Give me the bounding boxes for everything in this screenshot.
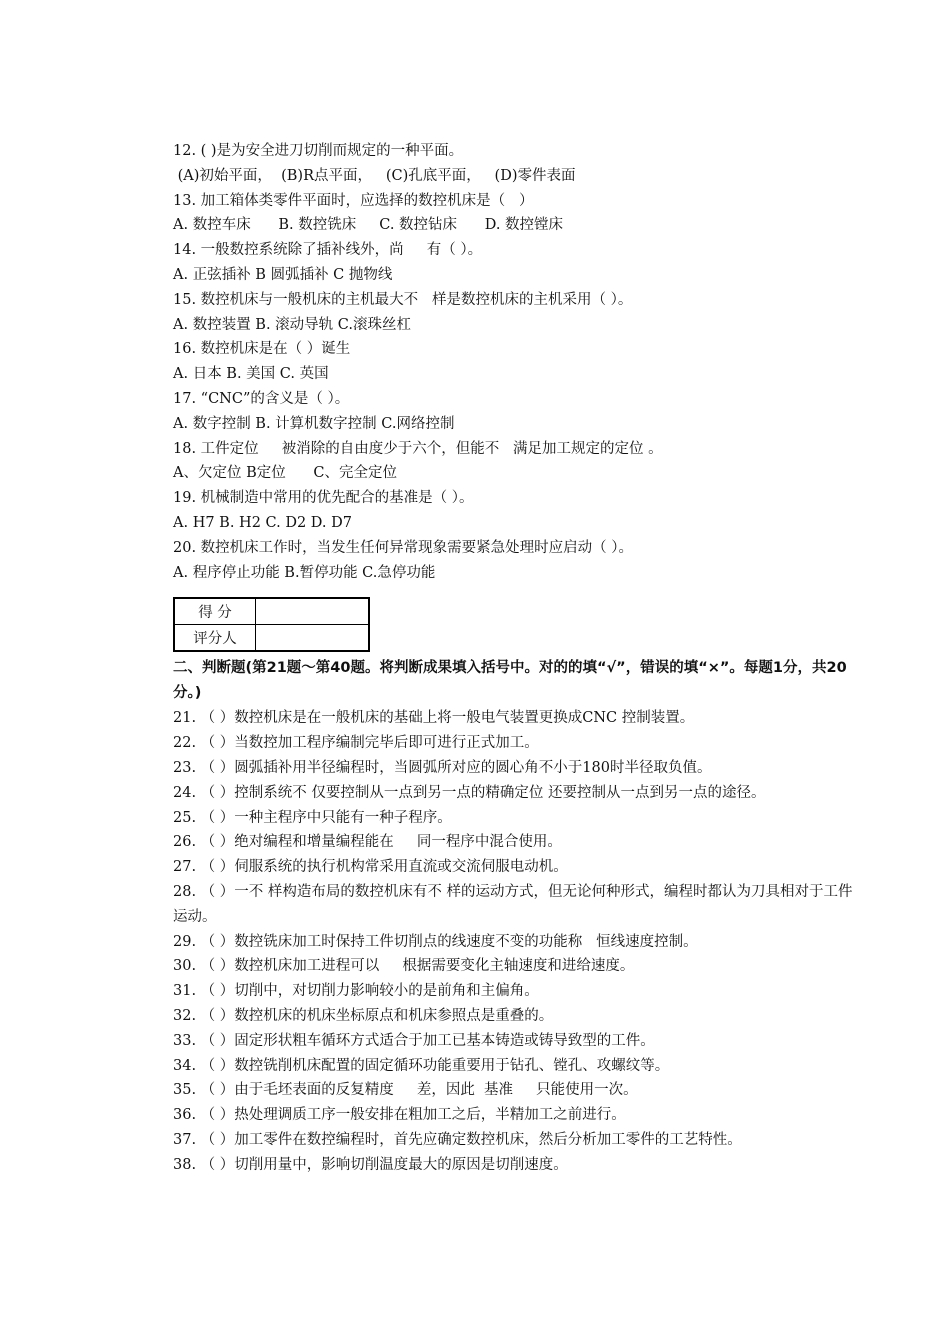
question-line: 28. （ ）一不 样构造布局的数控机床有不 样的运动方式，但无论何种形式，编程时都认为刀具相对于工件运动。 (173, 883, 853, 925)
part1-questions (173, 139, 863, 585)
part2-questions (173, 706, 863, 1177)
question-line: 34. （ ）数控铣削机床配置的固定循环功能重要用于钻孔、镗孔、攻螺纹等。 (173, 1057, 670, 1074)
question-line: 20. 数控机床工作时，当发生任何异常现象需要紧急处理时应启动（ ）。 (173, 539, 634, 556)
question-line: 37. （ ）加工零件在数控编程时，首先应确定数控机床，然后分析加工零件的工艺特性。 (173, 1131, 742, 1148)
question-line: 16. 数控机床是在（ ）诞生 (173, 341, 351, 358)
question-line: 33. （ ）固定形状粗车循环方式适合于加工已基本铸造或铸导致型的工件。 (173, 1032, 655, 1049)
question-line: 22. （ ）当数控加工程序编制完毕后即可进行正式加工。 (173, 735, 539, 752)
option-line: A. 程序停止功能 B.暂停功能 C.急停功能 (173, 564, 436, 581)
grader-cell[interactable] (256, 625, 370, 652)
question-line: 26. （ ）绝对编程和增量编程能在 同一程序中混合使用。 (173, 834, 562, 851)
question-line: 27. （ ）伺服系统的执行机构常采用直流或交流伺服电动机。 (173, 859, 568, 876)
question-line: 32. （ ）数控机床的机床坐标原点和机床参照点是重叠的。 (173, 1007, 554, 1024)
section-heading: 二、判断题(第21题～第40题。将判断成果填入括号中。对的的填“√”，错误的填“×”。每题1分，共20分。) (173, 660, 847, 702)
question-line: 14. 一般数控系统除了插补线外，尚 有（ ）。 (173, 242, 483, 259)
question-line: 35. （ ）由于毛坯表面的反复精度 差，因此 基准 只能使用一次。 (173, 1082, 638, 1099)
question-line: 30. （ ）数控机床加工进程可以 根据需要变化主轴速度和进给速度。 (173, 958, 635, 975)
question-line: 24. （ ）控制系统不 仅要控制从一点到另一点的精确定位 还要控制从一点到另一点的途径。 (173, 784, 766, 801)
question-line: 29. （ ）数控铣床加工时保持工件切削点的线速度不变的功能称 恒线速度控制。 (173, 933, 698, 950)
score-label: 得 分 (174, 598, 256, 625)
question-line: 38. （ ）切削用量中，影响切削温度最大的原因是切削速度。 (173, 1156, 568, 1173)
option-line: A. 数控装置 B. 滚动导轨 C.滚珠丝杠 (173, 316, 411, 333)
question-line: 25. （ ）一种主程序中只能有一种子程序。 (173, 809, 452, 826)
option-line: A、欠定位 B定位 C、完全定位 (173, 465, 397, 482)
option-line: A. H7 B. H2 C. D2 D. D7 (173, 514, 352, 531)
option-line: A. 正弦插补 B 圆弧插补 C 抛物线 (173, 266, 393, 283)
option-line: A. 日本 B. 美国 C. 英国 (173, 366, 329, 383)
question-line: 15. 数控机床与一般机床的主机最大不 样是数控机床的主机采用（ ）。 (173, 291, 633, 308)
option-line: A. 数字控制 B. 计算机数字控制 C.网络控制 (173, 415, 455, 432)
option-line: A. 数控车床 B. 数控铣床 C. 数控钻床 D. 数控镗床 (173, 217, 564, 234)
question-line: 13. 加工箱体类零件平面时，应选择的数控机床是（ ） (173, 192, 534, 209)
question-line: 12. ( )是为安全进刀切削而规定的一种平面。 (173, 143, 464, 159)
question-line: 17. “CNC”的含义是（ ）。 (173, 390, 350, 407)
question-line: 23. （ ）圆弧插补用半径编程时，当圆弧所对应的圆心角不小于180时半径取负值。 (173, 759, 712, 776)
question-line: 21. （ ）数控机床是在一般机床的基础上将一般电气装置更换成CNC 控制装置。 (173, 710, 695, 727)
score-table (173, 597, 370, 652)
score-cell[interactable] (256, 598, 370, 625)
question-line: 36. （ ）热处理调质工序一般安排在粗加工之后，半精加工之前进行。 (173, 1107, 626, 1124)
question-line: 31. （ ）切削中，对切削力影响较小的是前角和主偏角。 (173, 983, 539, 1000)
question-line: 19. 机械制造中常用的优先配合的基准是（ ）。 (173, 490, 474, 507)
option-line: (A)初始平面， (B)R点平面， (C)孔底平面， (D)零件表面 (173, 167, 576, 184)
question-line: 18. 工件定位 被消除的自由度少于六个，但能不 满足加工规定的定位 。 (173, 440, 663, 457)
grader-label: 评分人 (174, 625, 256, 652)
exam-page (173, 139, 863, 1177)
